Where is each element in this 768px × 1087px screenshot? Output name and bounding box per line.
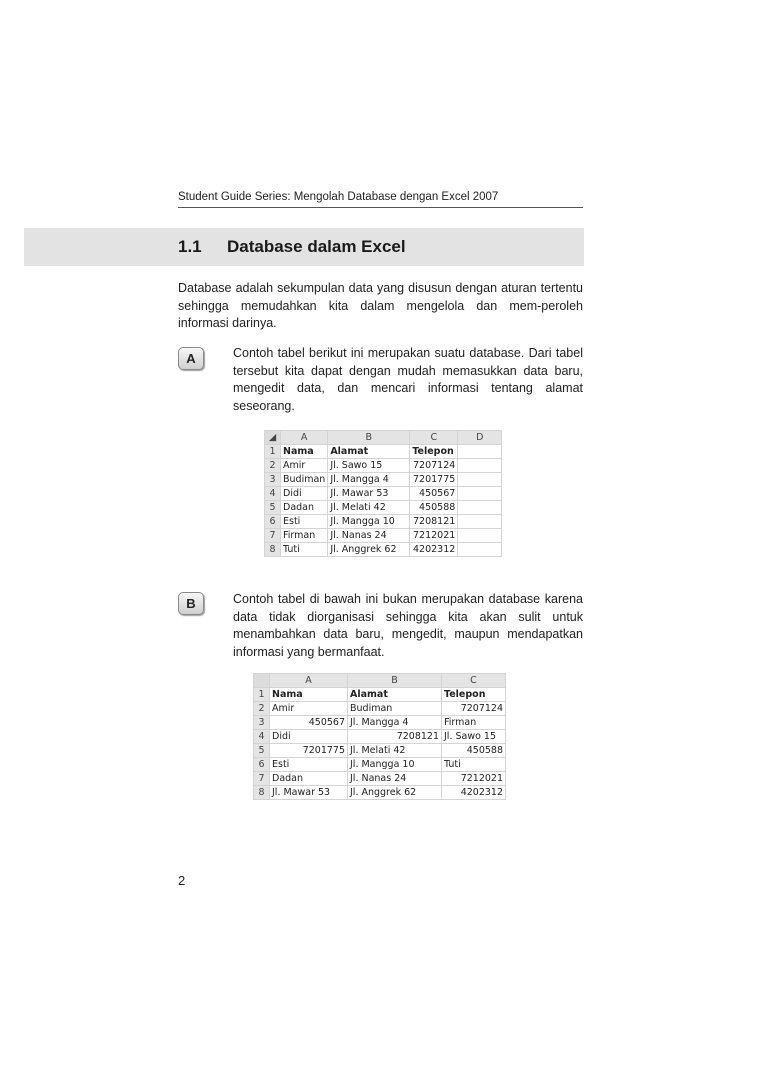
table-row — [265, 473, 502, 487]
row-number: 5 — [254, 744, 270, 758]
table-cell: Jl. Mawar 53 — [270, 786, 348, 800]
table-cell: Jl. Mangga 10 — [328, 515, 410, 529]
table-cell: Firman — [281, 529, 328, 543]
table-cell: 7212021 — [410, 529, 458, 543]
column-header-row — [265, 431, 502, 445]
row-number: 8 — [265, 543, 281, 557]
table-cell: Jl. Mangga 4 — [348, 716, 442, 730]
table-cell: 7208121 — [410, 515, 458, 529]
page-number: 2 — [178, 873, 186, 888]
column-header: A — [270, 674, 348, 688]
table-cell: Firman — [442, 716, 506, 730]
table-cell: Jl. Nanas 24 — [328, 529, 410, 543]
table-cell — [458, 487, 502, 501]
table-cell: Didi — [281, 487, 328, 501]
table-cell: 450567 — [410, 487, 458, 501]
row-number: 8 — [254, 786, 270, 800]
table-cell: 7201775 — [410, 473, 458, 487]
table-row — [254, 786, 506, 800]
column-header: B — [328, 431, 410, 445]
row-number: 1 — [265, 445, 281, 459]
table-cell — [458, 501, 502, 515]
section-title: Database dalam Excel — [227, 237, 406, 256]
example-b-paragraph: Contoh tabel di bawah ini bukan merupakan database karena data tidak diorganisasi sehingga kita akan sulit untuk menambahkan data baru, mengedit, maupun mendapatkan informasi yang bermanfaat. — [233, 592, 583, 659]
table-cell: Jl. Sawo 15 — [328, 459, 410, 473]
table-cell: Esti — [270, 758, 348, 772]
table-cell: 450588 — [442, 744, 506, 758]
row-number: 4 — [254, 730, 270, 744]
table-cell: Telepon — [442, 688, 506, 702]
section-number: 1.1 — [178, 237, 202, 256]
table-cell: Nama — [270, 688, 348, 702]
row-number: 7 — [254, 772, 270, 786]
row-number: 5 — [265, 501, 281, 515]
table-cell: Jl. Melati 42 — [348, 744, 442, 758]
table-cell: 7207124 — [410, 459, 458, 473]
table-cell: Jl. Mawar 53 — [328, 487, 410, 501]
table-cell: 7208121 — [348, 730, 442, 744]
table-cell: Jl. Mangga 10 — [348, 758, 442, 772]
table-cell: 450567 — [270, 716, 348, 730]
table-cell: Dadan — [281, 501, 328, 515]
table-cell: Esti — [281, 515, 328, 529]
select-all-corner: ◢ — [265, 431, 281, 445]
table-cell — [458, 543, 502, 557]
table-cell: Jl. Mangga 4 — [328, 473, 410, 487]
table-row — [254, 688, 506, 702]
example-a-paragraph: Contoh tabel berikut ini merupakan suatu database. Dari tabel tersebut kita dapat dengan mudah memasukkan data baru, mengedit data, dan mencari informasi tentang alamat seseorang. — [233, 346, 583, 413]
column-header: C — [410, 431, 458, 445]
table-row — [265, 445, 502, 459]
table-row — [254, 758, 506, 772]
table-cell: Alamat — [348, 688, 442, 702]
table-cell: 450588 — [410, 501, 458, 515]
table-cell: Alamat — [328, 445, 410, 459]
intro-paragraph: Database adalah sekumpulan data yang disusun dengan aturan tertentu sehingga memudahkan kita dalam mengelola dan mem-peroleh informasi darinya. — [178, 281, 583, 330]
table-row — [265, 501, 502, 515]
table-cell: Jl. Melati 42 — [328, 501, 410, 515]
row-number: 4 — [265, 487, 281, 501]
table-cell — [458, 515, 502, 529]
table-cell — [458, 529, 502, 543]
column-header-row — [254, 674, 506, 688]
table-row — [254, 744, 506, 758]
row-number: 2 — [265, 459, 281, 473]
column-header: A — [281, 431, 328, 445]
table-cell: Jl. Anggrek 62 — [328, 543, 410, 557]
table-cell — [458, 459, 502, 473]
example-b-badge: B — [178, 592, 204, 615]
table-cell: 4202312 — [442, 786, 506, 800]
table-row — [265, 515, 502, 529]
table-cell: Jl. Nanas 24 — [348, 772, 442, 786]
table-cell: Telepon — [410, 445, 458, 459]
row-number: 7 — [265, 529, 281, 543]
table-cell: 7212021 — [442, 772, 506, 786]
table-row — [265, 543, 502, 557]
table-cell — [458, 473, 502, 487]
row-number: 3 — [254, 716, 270, 730]
row-number: 2 — [254, 702, 270, 716]
table-cell: Didi — [270, 730, 348, 744]
table-cell: Nama — [281, 445, 328, 459]
table-cell: Tuti — [442, 758, 506, 772]
table-row — [254, 730, 506, 744]
table-cell: Budiman — [281, 473, 328, 487]
row-number: 6 — [265, 515, 281, 529]
table-cell: 7201775 — [270, 744, 348, 758]
table-cell: 4202312 — [410, 543, 458, 557]
table-row — [265, 487, 502, 501]
table-row — [254, 702, 506, 716]
example-a-badge: A — [178, 347, 204, 370]
table-cell — [458, 445, 502, 459]
table-cell: Dadan — [270, 772, 348, 786]
row-number: 6 — [254, 758, 270, 772]
table-row — [254, 716, 506, 730]
row-number: 3 — [265, 473, 281, 487]
row-number: 1 — [254, 688, 270, 702]
column-header: D — [458, 431, 502, 445]
table-cell: 7207124 — [442, 702, 506, 716]
spreadsheet-table-b — [253, 673, 506, 800]
select-all-corner — [254, 674, 270, 688]
table-cell: Tuti — [281, 543, 328, 557]
running-header: Student Guide Series: Mengolah Database dengan Excel 2007 — [178, 191, 583, 208]
section-heading — [178, 237, 406, 257]
table-cell: Jl. Sawo 15 — [442, 730, 506, 744]
table-row — [265, 459, 502, 473]
table-cell: Amir — [270, 702, 348, 716]
table-row — [254, 772, 506, 786]
table-cell: Jl. Anggrek 62 — [348, 786, 442, 800]
table-cell: Amir — [281, 459, 328, 473]
table-cell: Budiman — [348, 702, 442, 716]
spreadsheet-table-a — [264, 430, 502, 557]
table-row — [265, 529, 502, 543]
column-header: C — [442, 674, 506, 688]
column-header: B — [348, 674, 442, 688]
